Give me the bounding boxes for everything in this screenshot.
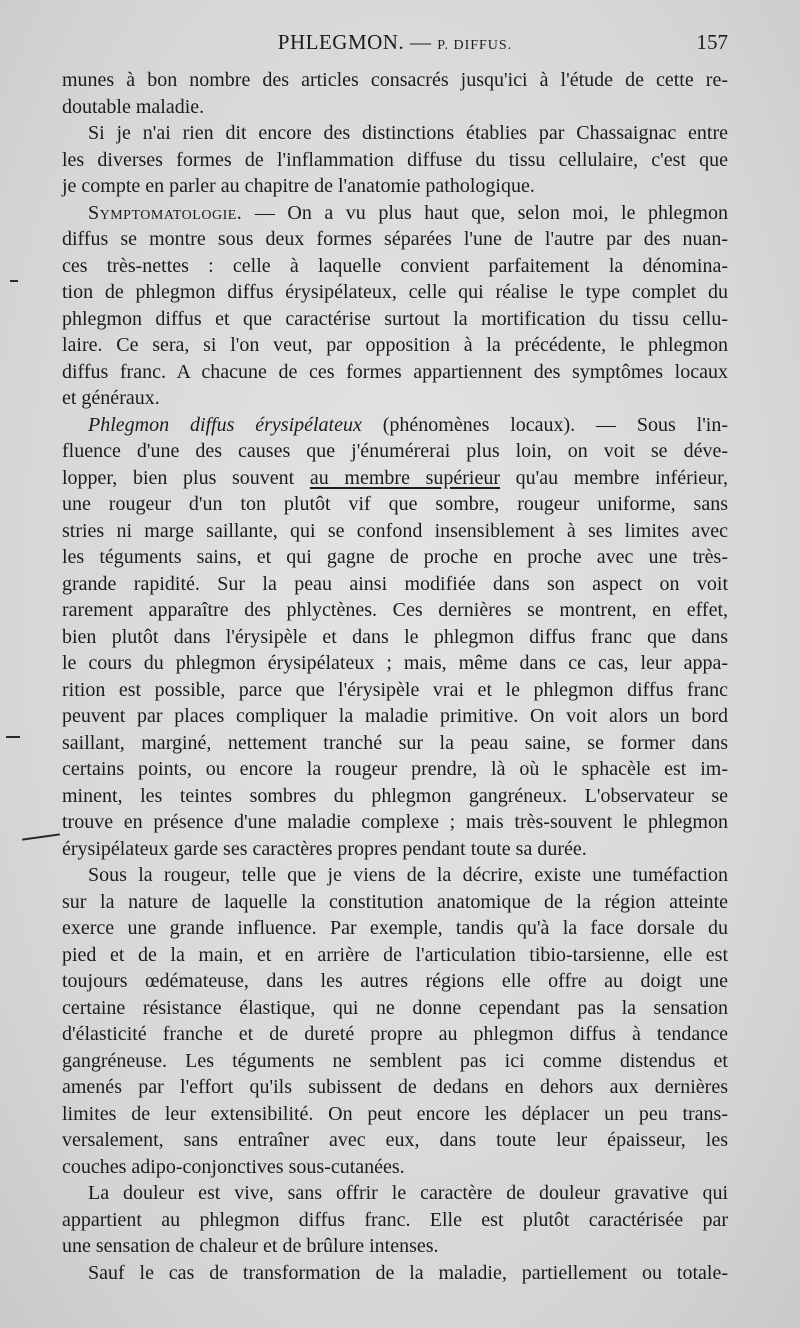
text-line: Phlegmon diffus érysipélateux (phénomènes locaux). — Sous l'in- <box>88 413 729 436</box>
text-line: une rougeur d'un ton plutôt vif que sombre, rougeur uniforme, sans <box>62 493 728 515</box>
text-line: le cours du phlegmon érysipélateux ; mais, même dans ce cas, leur appa- <box>62 652 728 674</box>
body-text <box>62 67 728 1286</box>
text-line: diffus franc. A chacune de ces formes appartiennent des symptômes locaux <box>62 360 728 383</box>
text-line: bien plutôt dans l'érysipèle et dans le phlegmon diffus franc que dans <box>62 625 728 648</box>
text-line: une sensation de chaleur et de brûlure intenses. <box>62 1235 439 1257</box>
text-line: d'élasticité franche et de dureté propre au phlegmon diffus à tendance <box>62 1023 728 1045</box>
text-line: peuvent par places compliquer la maladie primitive. On voit alors un bord <box>62 705 728 727</box>
text-line: certains points, ou encore la rougeur prendre, là où le sphacèle est im- <box>62 758 728 780</box>
text-line: lopper, bien plus souvent au membre supérieur qu'au membre inférieur, <box>62 466 729 489</box>
text-line: diffus se montre sous deux formes séparées l'une de l'autre par des nuan- <box>62 228 728 250</box>
text-line: appartient au phlegmon diffus franc. Elle est plutôt caractérisée par <box>62 1208 728 1231</box>
text-line: sur la nature de laquelle la constitution anatomique de la région atteinte <box>62 890 728 913</box>
text-line: tion de phlegmon diffus érysipélateux, celle qui réalise le type complet du <box>62 281 728 303</box>
text-line: laire. Ce sera, si l'on veut, par opposition à la précédente, le phlegmon <box>62 334 728 356</box>
text-line: doutable maladie. <box>62 95 205 118</box>
text-line: minent, les teintes sombres du phlegmon gangréneux. L'observateur se <box>62 784 728 807</box>
running-title-sub: P. DIFFUS. <box>437 38 513 53</box>
running-title-main: PHLEGMON. — <box>277 30 432 54</box>
text-line: Symptomatologie. — On a vu plus haut que, selon moi, le phlegmon <box>88 201 728 224</box>
text-line: Sauf le cas de transformation de la maladie, partiellement ou totale- <box>88 1261 728 1284</box>
text-line: munes à bon nombre des articles consacrés jusqu'ici à l'étude de cette re- <box>62 69 728 91</box>
text-line: grande rapidité. Sur la peau ainsi modifiée dans son aspect on voit <box>62 572 728 595</box>
text-line: versalement, sans entraîner avec eux, dans toute leur épaisseur, les <box>62 1129 728 1151</box>
text-line: trouve en présence d'une maladie complexe ; mais très-souvent le phlegmon <box>62 811 728 833</box>
text-line: érysipélateux garde ses caractères propres pendant toute sa durée. <box>62 837 587 860</box>
text-line: gangréneuse. Les téguments ne semblent pas ici comme distendus et <box>62 1049 728 1072</box>
text-line: rarement apparaître des phlyctènes. Ces dernières se montrent, en effet, <box>62 599 728 621</box>
running-title <box>62 30 728 55</box>
text-line: et généraux. <box>62 387 160 409</box>
text-line: pied et de la main, et en arrière de l'articulation tibio-tarsienne, elle est <box>62 943 728 966</box>
text-line: Sous la rougeur, telle que je viens de la décrire, existe une tuméfaction <box>88 864 728 886</box>
page-number: 157 <box>696 30 728 54</box>
running-header <box>62 30 728 60</box>
text-line: La douleur est vive, sans offrir le caractère de douleur gravative qui <box>88 1182 728 1204</box>
section-heading: Symptomatologie. <box>88 201 243 224</box>
text-line: toujours œdémateuse, dans les autres régions elle offre au doigt une <box>62 970 728 992</box>
text-line: amenés par l'effort qu'ils subissent de dedans en dehors aux dernières <box>62 1076 728 1098</box>
text-line: les téguments sains, et qui gagne de proche en proche avec une très- <box>62 546 728 568</box>
margin-pencil-mark <box>10 280 18 282</box>
text-line: exerce une grande influence. Par exemple, tandis qu'à la face dorsale du <box>62 917 728 939</box>
text-line: les diverses formes de l'inflammation diffuse du tissu cellulaire, c'est que <box>62 148 728 171</box>
text-line: saillant, marginé, nettement tranché sur la peau saine, se former dans <box>62 731 728 754</box>
text-line: je compte en parler au chapitre de l'anatomie pathologique. <box>62 175 535 197</box>
text-line: fluence d'une des causes que j'énumérerai plus loin, on voit se déve- <box>62 440 728 462</box>
text-line: limites de leur extensibilité. On peut encore les déplacer un peu trans- <box>62 1102 728 1125</box>
text-line: phlegmon diffus et que caractérise surtout la mortification du tissu cellu- <box>62 307 728 330</box>
margin-pencil-mark <box>6 736 20 738</box>
subsection-heading: Phlegmon diffus érysipélateux <box>88 413 362 436</box>
text-line: certaine résistance élastique, qui ne donne cependant pas la sensation <box>62 996 728 1019</box>
text-line: ces très-nettes : celle à laquelle convient parfaitement la dénomina- <box>62 254 728 277</box>
text-line: stries ni marge saillante, qui se confond insensiblement à ses limites avec <box>62 519 728 542</box>
text-line: couches adipo-conjonctives sous-cutanées. <box>62 1155 405 1178</box>
text-line: rition est possible, parce que l'érysipèle vrai et le phlegmon diffus franc <box>62 678 728 701</box>
text-line: Si je n'ai rien dit encore des distinctions établies par Chassaignac entre <box>88 122 728 144</box>
margin-pencil-mark <box>22 833 60 840</box>
underlined-phrase: au membre supérieur <box>309 466 501 489</box>
